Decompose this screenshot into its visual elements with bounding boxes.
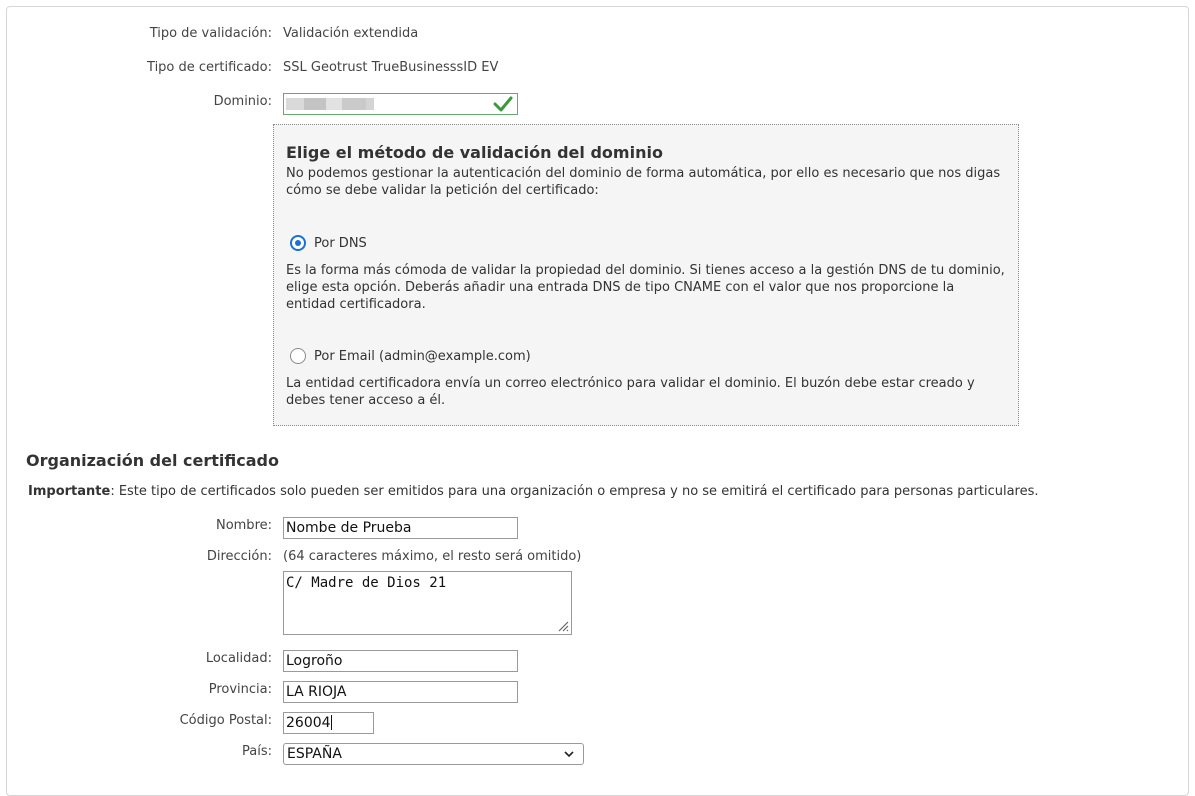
- domain-label: Dominio:: [213, 94, 272, 109]
- email-radio[interactable]: [290, 348, 306, 364]
- city-input[interactable]: Logroño: [283, 650, 518, 672]
- dns-description: Es la forma más cómoda de validar la propiedad del dominio. Si tienes acceso a la gestión DNS de tu dominio, elige esta opción. Deberás añadir una entrada DNS de tipo CNAME con el valor que nos proporcione la entidad certificadora.: [286, 263, 1005, 312]
- postal-code-label: Código Postal:: [179, 713, 272, 728]
- domain-input[interactable]: [283, 93, 518, 115]
- name-label: Nombre:: [215, 518, 272, 533]
- cert-type-value: SSL Geotrust TrueBusinesssID EV: [283, 60, 499, 75]
- cert-type-label: Tipo de certificado:: [147, 60, 272, 75]
- address-hint: (64 caracteres máximo, el resto será omitido): [283, 549, 582, 564]
- validation-method-title: Elige el método de validación del dominio: [286, 143, 663, 162]
- text-caret: [331, 715, 332, 730]
- address-label: Dirección:: [206, 549, 272, 564]
- validation-type-label: Tipo de validación:: [149, 26, 272, 41]
- validation-type-value: Validación extendida: [283, 26, 419, 41]
- redacted-domain: [286, 98, 304, 110]
- validation-method-box: [273, 124, 1019, 426]
- redacted-domain: [326, 98, 342, 110]
- redacted-domain: [342, 98, 366, 110]
- notice-text: : Este tipo de certificados solo pueden ser emitidos para una organización o empresa y no se emitirá el certificado para personas particulares.: [110, 484, 1039, 499]
- city-label: Localidad:: [205, 651, 272, 666]
- notice-bold: Importante: [28, 484, 111, 499]
- name-input[interactable]: Nombe de Prueba: [283, 517, 518, 539]
- email-description: La entidad certificadora envía un correo electrónico para validar el dominio. El buzón debe estar creado y debes tener acceso a él.: [286, 376, 975, 408]
- organization-notice: [28, 484, 1039, 499]
- validation-intro: No podemos gestionar la autenticación del dominio de forma automática, por ello es necesario que nos digas cómo se debe validar la petición del certificado:: [286, 166, 1001, 198]
- postal-code-text: 26004: [286, 715, 331, 731]
- dns-radio[interactable]: [290, 235, 306, 251]
- redacted-domain: [304, 98, 326, 110]
- check-icon: [493, 95, 513, 113]
- address-text: C/ Madre de Dios 21: [286, 575, 447, 591]
- province-label: Provincia:: [208, 682, 272, 697]
- country-select[interactable]: [283, 743, 584, 765]
- organization-title: Organización del certificado: [26, 451, 279, 470]
- country-value: ESPAÑA: [287, 746, 342, 762]
- email-radio-label[interactable]: Por Email (admin@example.com): [314, 349, 531, 364]
- country-label: País:: [242, 744, 272, 759]
- resize-handle-icon[interactable]: [557, 620, 569, 632]
- dns-radio-label[interactable]: Por DNS: [314, 236, 367, 251]
- address-textarea[interactable]: [283, 571, 572, 635]
- redacted-domain: [366, 98, 374, 110]
- province-input[interactable]: LA RIOJA: [283, 681, 518, 703]
- chevron-down-icon: [563, 748, 575, 760]
- postal-code-input[interactable]: [283, 712, 374, 734]
